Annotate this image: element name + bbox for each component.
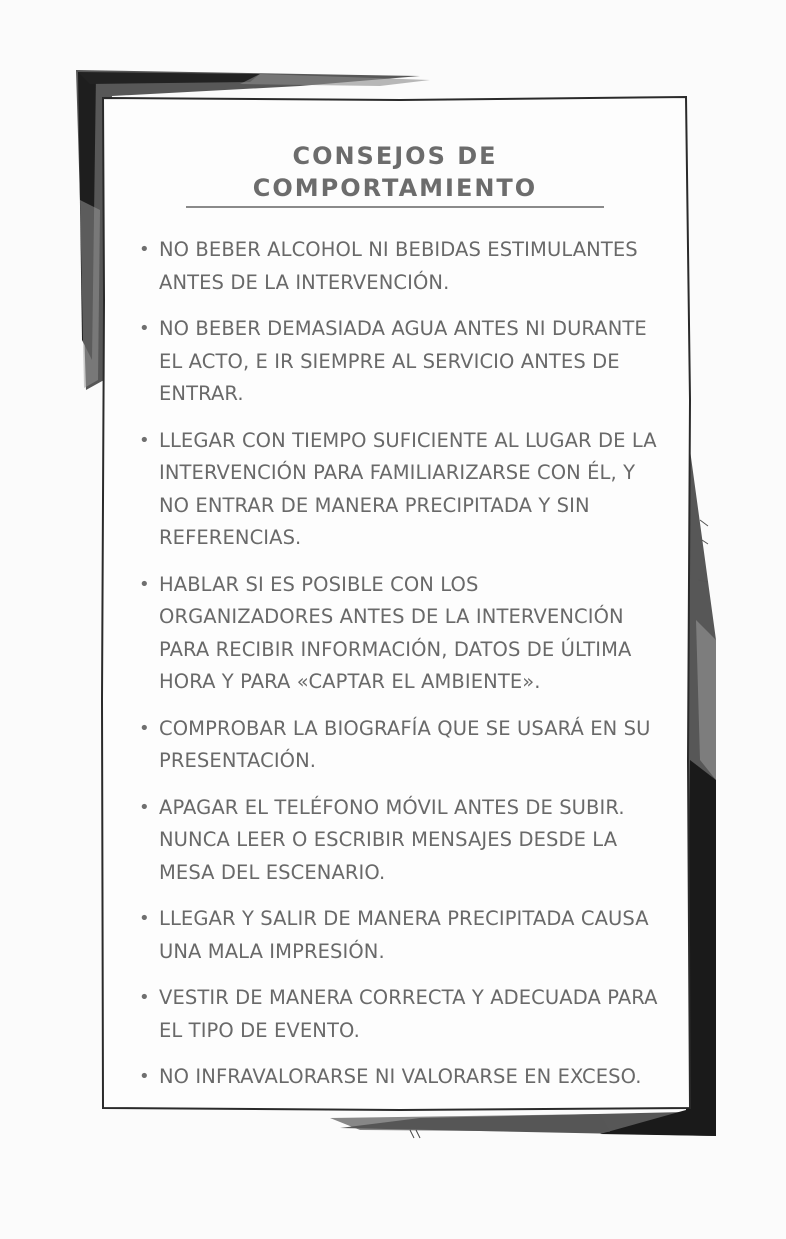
page-title: CONSEJOS DE COMPORTAMIENTO xyxy=(186,140,604,208)
bullet-icon: • xyxy=(139,318,150,339)
tip-text: LLEGAR CON TIEMPO SUFICIENTE AL LUGAR DE LA INTERVENCIÓN PARA FAMILIARIZARSE CON ÉL, Y NO ENTRAR DE MANERA PRECIPITADA Y SIN REFERENCIAS. xyxy=(159,428,657,549)
list-item xyxy=(103,713,687,778)
bullet-icon: • xyxy=(139,239,150,260)
tip-text: VESTIR DE MANERA CORRECTA Y ADECUADA PARA EL TIPO DE EVENTO. xyxy=(159,986,658,1042)
list-item xyxy=(103,425,687,555)
tip-text: HABLAR SI ES POSIBLE CON LOS ORGANIZADORES ANTES DE LA INTERVENCIÓN PARA RECIBIR INFORMACIÓN, DATOS DE ÚLTIMA HORA Y PARA «CAPTAR EL AMBIENTE». xyxy=(159,572,632,693)
tip-text: NO BEBER DEMASIADA AGUA ANTES NI DURANTE EL ACTO, E IR SIEMPRE AL SERVICIO ANTES DE ENTRAR. xyxy=(159,317,647,405)
bullet-icon: • xyxy=(139,717,150,739)
tip-text: APAGAR EL TELÉFONO MÓVIL ANTES DE SUBIR. NUNCA LEER O ESCRIBIR MENSAJES DESDE LA MESA DEL ESCENARIO. xyxy=(159,795,625,884)
bullet-icon: • xyxy=(139,429,150,451)
list-item xyxy=(103,903,687,968)
tips-list xyxy=(103,234,687,1094)
list-item xyxy=(103,982,687,1047)
list-item xyxy=(103,313,687,411)
bullet-icon: • xyxy=(139,573,150,595)
tip-text: NO BEBER ALCOHOL NI BEBIDAS ESTIMULANTES ANTES DE LA INTERVENCIÓN. xyxy=(159,238,638,294)
list-item xyxy=(103,792,687,890)
tip-text: LLEGAR Y SALIR DE MANERA PRECIPITADA CAUSA UNA MALA IMPRESIÓN. xyxy=(159,907,649,963)
advice-card xyxy=(103,98,687,1108)
bullet-icon: • xyxy=(139,987,150,1008)
list-item xyxy=(103,569,687,699)
list-item xyxy=(103,1061,687,1094)
bullet-icon: • xyxy=(139,908,150,929)
bullet-icon: • xyxy=(139,1066,150,1087)
tip-text: COMPROBAR LA BIOGRAFÍA QUE SE USARÁ EN SU PRESENTACIÓN. xyxy=(159,716,651,772)
tip-text: NO INFRAVALORARSE NI VALORARSE EN EXCESO. xyxy=(159,1065,642,1088)
list-item xyxy=(103,234,687,299)
bullet-icon: • xyxy=(139,796,150,818)
